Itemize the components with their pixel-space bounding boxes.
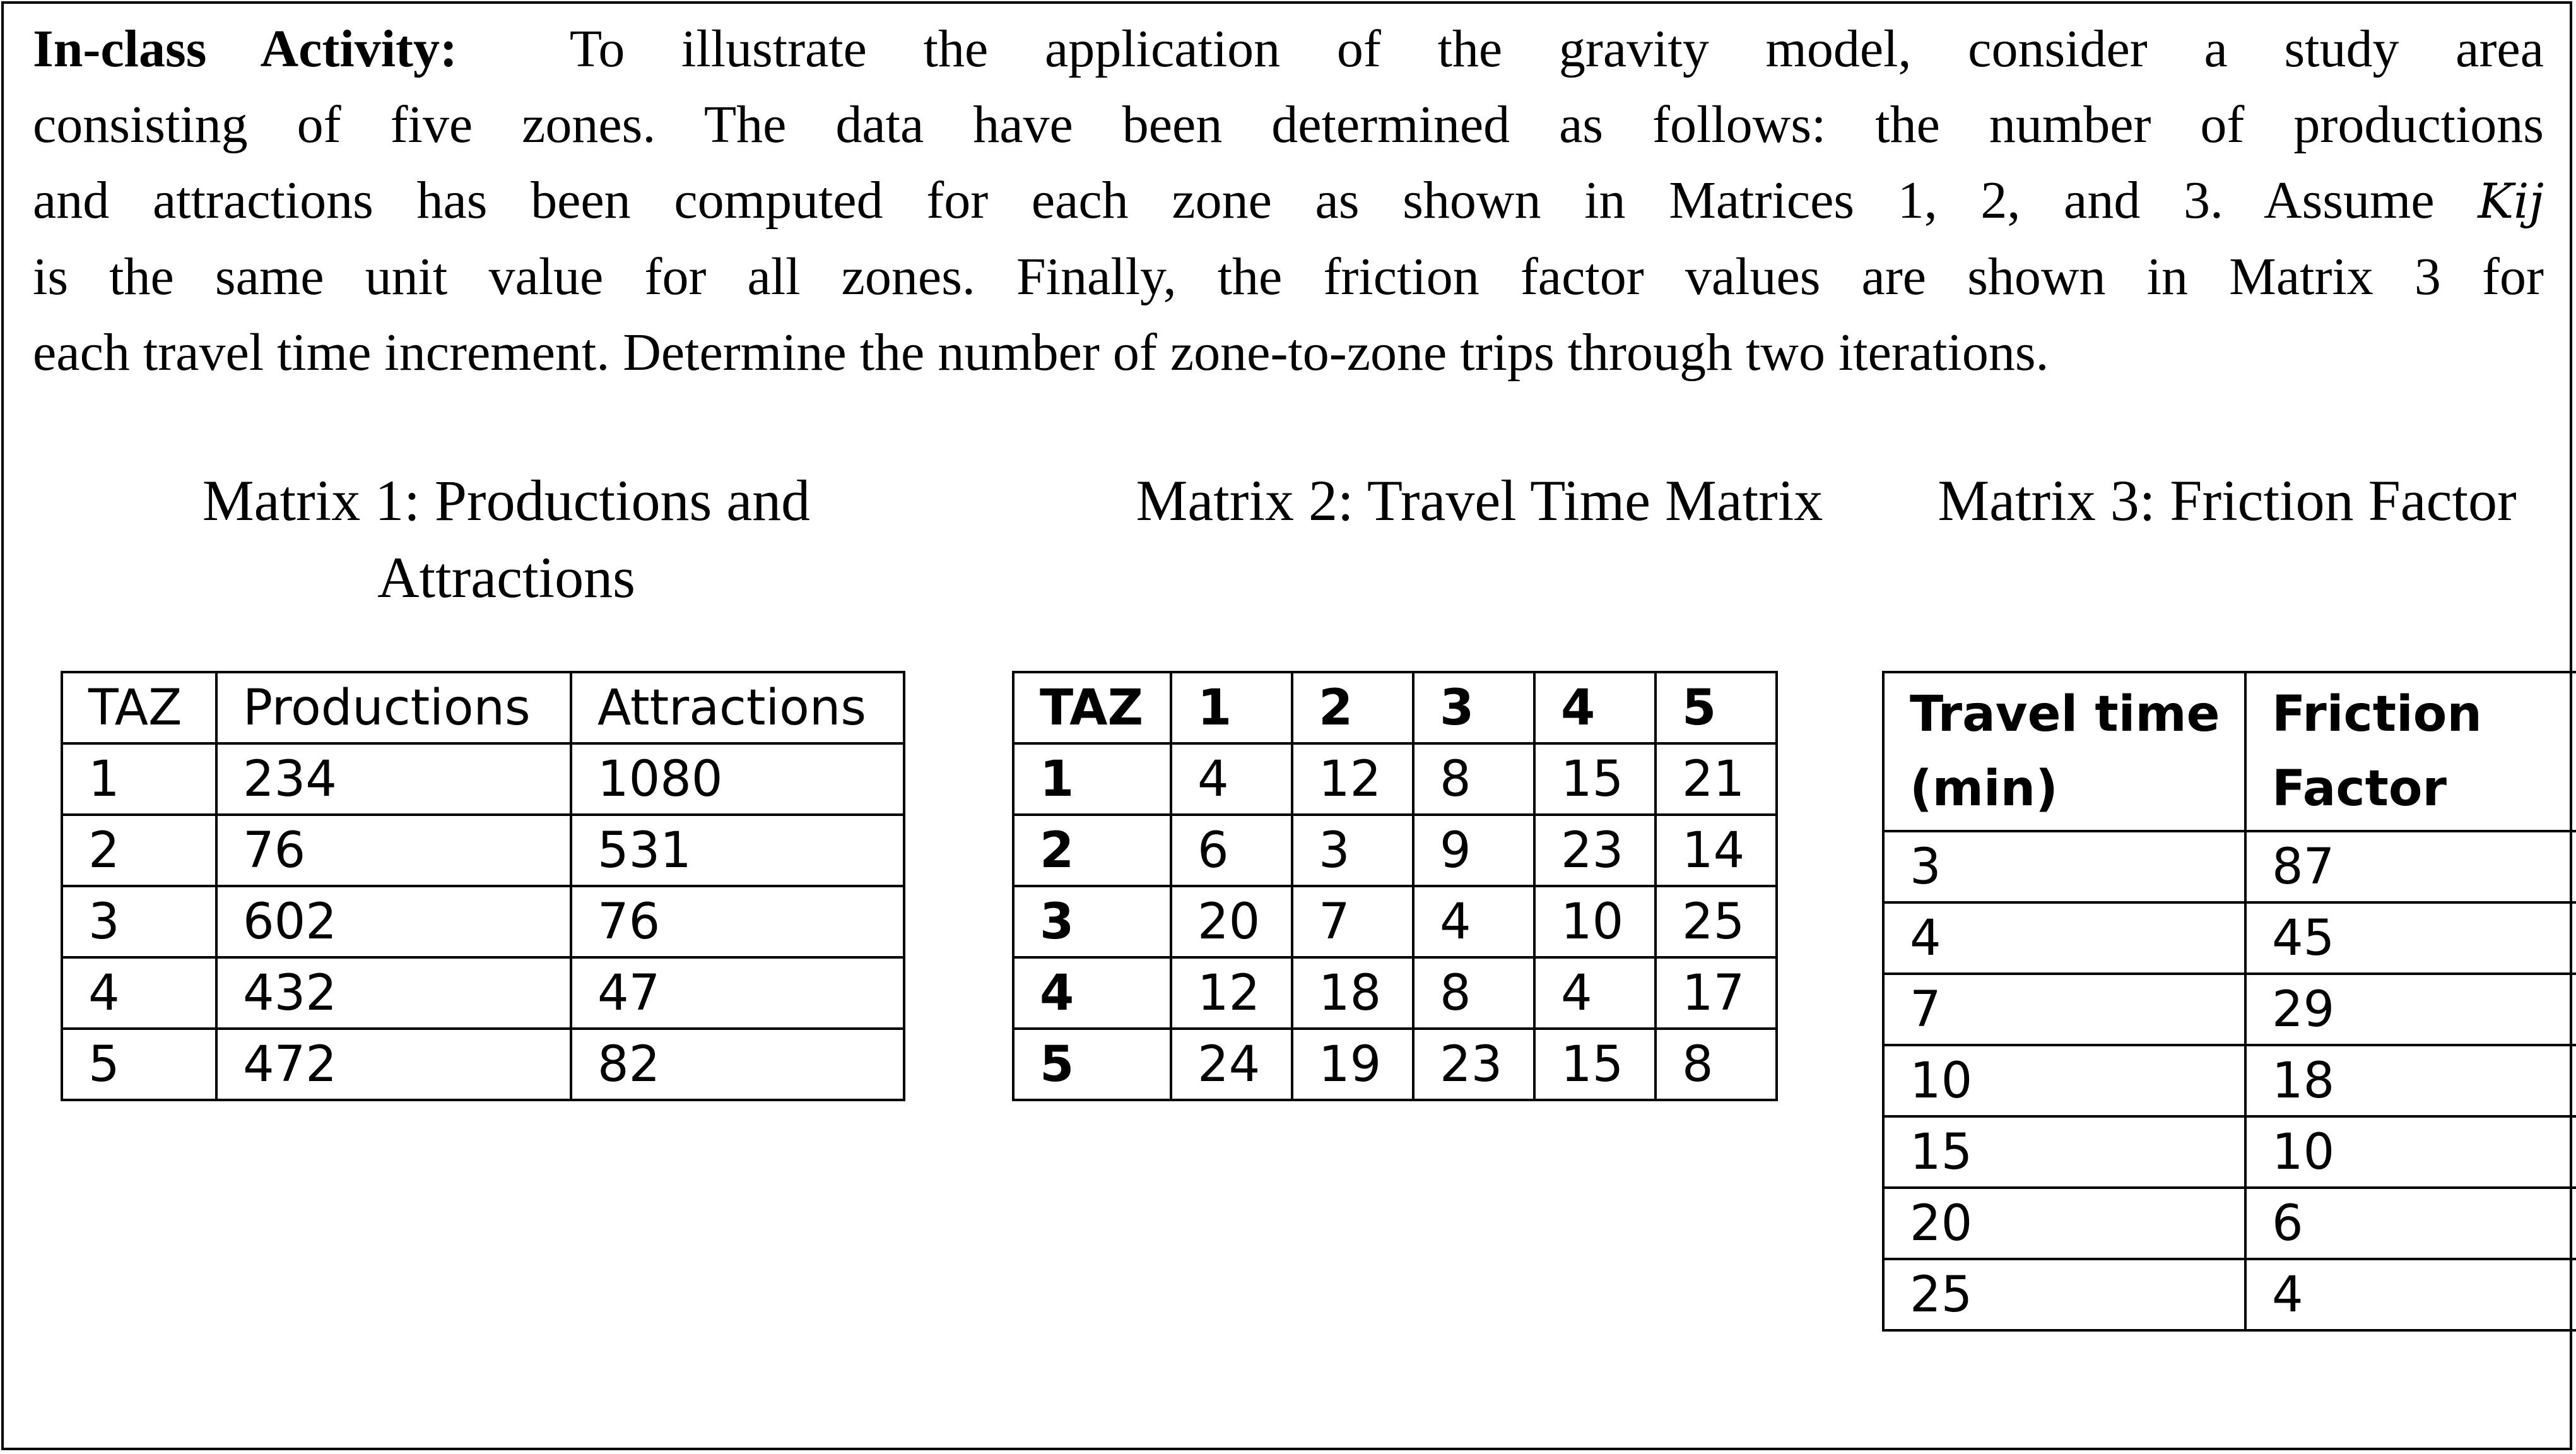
table-header-row: [1883, 672, 2576, 831]
table-row: [1883, 974, 2576, 1045]
problem-statement: [33, 11, 2544, 391]
column-header: 5: [1656, 672, 1777, 743]
problem-line-1: [33, 11, 2544, 87]
table-cell: 10: [2245, 1116, 2576, 1188]
table-cell: 19: [1292, 1029, 1413, 1100]
table-cell: 4: [1883, 902, 2245, 974]
table-cell: 432: [216, 957, 571, 1029]
table-cell: 25: [1656, 886, 1777, 957]
column-header: Friction Factor: [2245, 672, 2576, 831]
table-cell: 10: [1883, 1045, 2245, 1116]
table-cell: 18: [2245, 1045, 2576, 1116]
matrix1-title-line2: Attractions: [377, 545, 635, 610]
table-row: [62, 957, 904, 1029]
table-cell: 12: [1292, 743, 1413, 815]
column-header: Travel time (min): [1883, 672, 2245, 831]
table-cell: 602: [216, 886, 571, 957]
column-header: 2: [1292, 672, 1413, 743]
table-cell: 25: [1883, 1259, 2245, 1330]
column-header: TAZ: [62, 672, 216, 743]
table-cell: 76: [571, 886, 904, 957]
friction-factor-table: [1882, 671, 2576, 1332]
table-cell: 10: [1534, 886, 1656, 957]
table-cell: 7: [1292, 886, 1413, 957]
problem-text-1: To illustrate the application of the gravity model, consider a study area: [569, 20, 2544, 78]
table-cell: 17: [1656, 957, 1777, 1029]
table-cell: 4: [1413, 886, 1534, 957]
table-cell: 20: [1883, 1188, 2245, 1259]
table-cell: 3: [62, 886, 216, 957]
table-row: [1883, 1116, 2576, 1188]
matrix3-title: Matrix 3: Friction Factor: [1938, 468, 2517, 533]
table-row: [62, 1029, 904, 1100]
table-cell: 9: [1413, 815, 1534, 886]
kij-variable: Kij: [2478, 173, 2544, 229]
table-cell: 8: [1413, 743, 1534, 815]
table-cell: 45: [2245, 902, 2576, 974]
table-row: [1883, 1188, 2576, 1259]
table-cell: 2: [62, 815, 216, 886]
table-cell: 4: [2245, 1259, 2576, 1330]
column-header: TAZ: [1013, 672, 1171, 743]
table-header-row: [1013, 672, 1777, 743]
table-row: [62, 743, 904, 815]
table-row: [1883, 831, 2576, 902]
table-row: [1883, 1045, 2576, 1116]
table-cell: 5: [1013, 1029, 1171, 1100]
table-cell: 23: [1413, 1029, 1534, 1100]
column-header: Productions: [216, 672, 571, 743]
table-header-row: [62, 672, 904, 743]
table-cell: 20: [1171, 886, 1292, 957]
table-cell: 4: [62, 957, 216, 1029]
table-cell: 23: [1534, 815, 1656, 886]
table-cell: 234: [216, 743, 571, 815]
table-cell: 87: [2245, 831, 2576, 902]
problem-text-3: and attractions has been computed for each zone as shown in Matrices 1, 2, and 3. Assume: [33, 171, 2435, 230]
table-cell: 29: [2245, 974, 2576, 1045]
matrix2-title: Matrix 2: Travel Time Matrix: [1136, 468, 1823, 533]
table-cell: 4: [1013, 957, 1171, 1029]
table-cell: 4: [1534, 957, 1656, 1029]
problem-line-4: is the same unit value for all zones. Finally, the friction factor values are shown in Matrix 3 for: [33, 247, 2544, 306]
table-cell: 4: [1171, 743, 1292, 815]
table-row: [1883, 1259, 2576, 1330]
table-cell: 3: [1883, 831, 2245, 902]
table-cell: 3: [1013, 886, 1171, 957]
table-cell: 15: [1883, 1116, 2245, 1188]
table-cell: 21: [1656, 743, 1777, 815]
table-row: [1013, 886, 1777, 957]
problem-line-3: [33, 163, 2544, 239]
table-cell: 1080: [571, 743, 904, 815]
matrix1-title: [63, 462, 950, 616]
table-cell: 76: [216, 815, 571, 886]
column-header: Attractions: [571, 672, 904, 743]
table-cell: 24: [1171, 1029, 1292, 1100]
problem-line-2: consisting of five zones. The data have been determined as follows: the number of productions: [33, 95, 2544, 154]
problem-lead: In-class Activity:: [33, 20, 457, 78]
table-cell: 531: [571, 815, 904, 886]
table-row: [62, 886, 904, 957]
table-cell: 7: [1883, 974, 2245, 1045]
table-row: [1013, 957, 1777, 1029]
table-cell: 1: [62, 743, 216, 815]
problem-line-5: each travel time increment. Determine the number of zone-to-zone trips through two iterations.: [33, 323, 2049, 382]
table-cell: 3: [1292, 815, 1413, 886]
table-cell: 15: [1534, 1029, 1656, 1100]
table-cell: 5: [62, 1029, 216, 1100]
table-cell: 47: [571, 957, 904, 1029]
table-cell: 472: [216, 1029, 571, 1100]
table-cell: 6: [2245, 1188, 2576, 1259]
table-row: [1883, 902, 2576, 974]
table-row: [62, 815, 904, 886]
table-cell: 2: [1013, 815, 1171, 886]
travel-time-table: [1012, 671, 1778, 1101]
table-cell: 1: [1013, 743, 1171, 815]
table-cell: 14: [1656, 815, 1777, 886]
table-cell: 6: [1171, 815, 1292, 886]
column-header: 3: [1413, 672, 1534, 743]
matrix1-title-line1: Matrix 1: Productions and: [202, 468, 811, 533]
table-cell: 18: [1292, 957, 1413, 1029]
table-row: [1013, 743, 1777, 815]
table-row: [1013, 815, 1777, 886]
table-cell: 8: [1656, 1029, 1777, 1100]
table-row: [1013, 1029, 1777, 1100]
table-cell: 82: [571, 1029, 904, 1100]
table-cell: 15: [1534, 743, 1656, 815]
column-header: 4: [1534, 672, 1656, 743]
productions-attractions-table: [61, 671, 905, 1101]
column-header: 1: [1171, 672, 1292, 743]
table-cell: 8: [1413, 957, 1534, 1029]
table-cell: 12: [1171, 957, 1292, 1029]
